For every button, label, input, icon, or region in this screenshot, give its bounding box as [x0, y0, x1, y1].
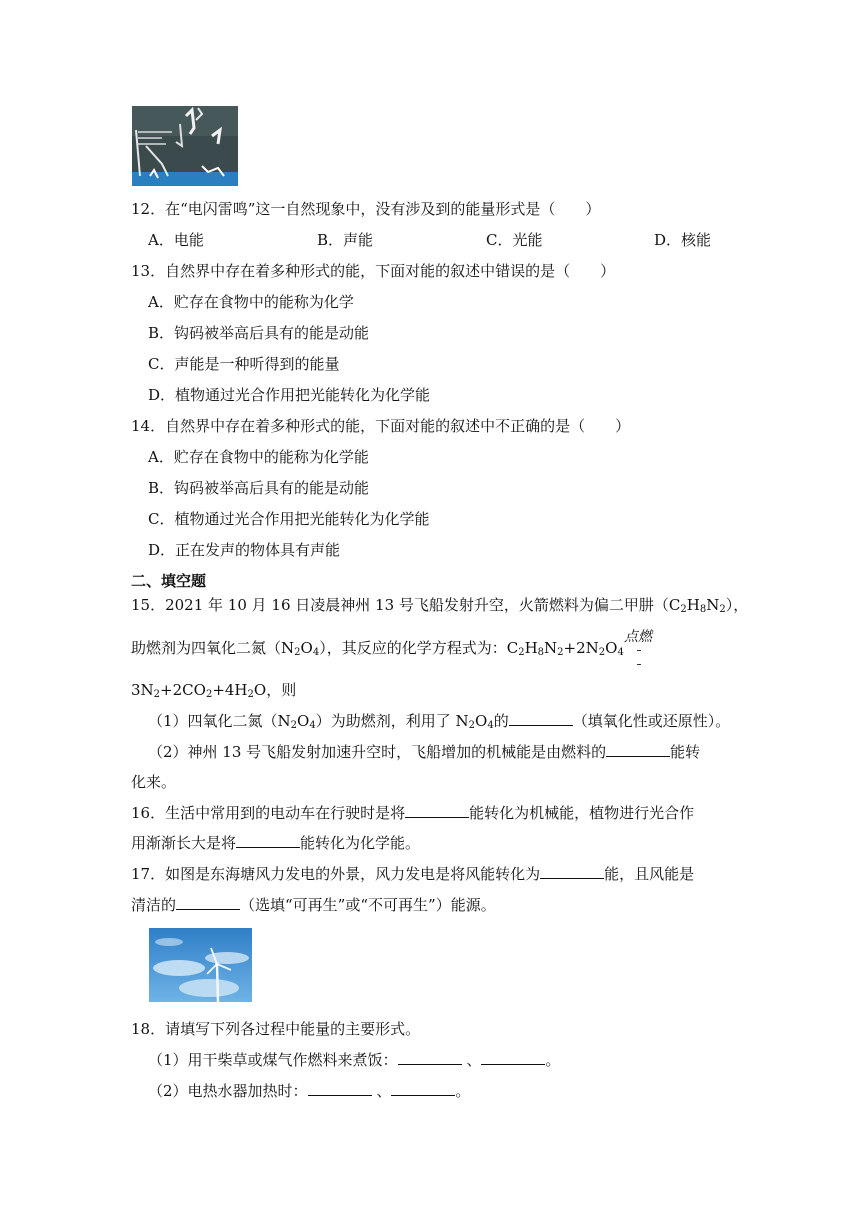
- answer-blank[interactable]: [398, 1050, 462, 1065]
- q14-option-a: A．贮存在食物中的能称为化学能: [148, 448, 369, 466]
- lightning-image: [132, 106, 238, 186]
- q15-sub-2-cont: 化来。: [131, 773, 177, 791]
- q14-option-b: B．钩码被举高后具有的能是动能: [148, 479, 370, 497]
- q13-option-d: D．植物通过光合作用把光能转化为化学能: [148, 386, 431, 404]
- answer-blank[interactable]: [606, 742, 670, 757]
- reaction-condition: 点燃: [624, 629, 652, 645]
- q18-stem: 18．请填写下列各过程中能量的主要形式。: [131, 1020, 421, 1038]
- q15-sub-2: （2）神州 13 号飞船发射加速升空时，飞船增加的机械能是由燃料的 能转: [148, 743, 701, 761]
- q17-line-2: 清洁的 （选填“可再生”或“不可再生”）能源。: [131, 896, 496, 914]
- q15-line-1: 15．2021 年 10 月 16 日凌晨神州 13 号飞船发射升空，火箭燃料为偏二甲肼$(C_2H_8N_2)$，: [131, 596, 749, 615]
- q16-line-2: 用渐渐长大是将 能转化为化学能。: [131, 834, 421, 852]
- q15-line-2: 助燃剂为四氧化二氮$(N_2O_4)$，其反应的化学方程式为：$C_2H_8N_2+2N_2O_4$: [131, 639, 624, 658]
- q12-option-a: A．电能: [148, 231, 204, 249]
- answer-blank[interactable]: [405, 803, 469, 818]
- wind-turbine-image: [149, 928, 252, 1002]
- q13-stem: 13．自然界中存在着多种形式的能，下面对能的叙述中错误的是（ ）: [131, 262, 616, 280]
- answer-blank[interactable]: [540, 864, 604, 879]
- q16-line-1: 16．生活中常用到的电动车在行驶时是将 能转化为机械能，植物进行光合作: [131, 804, 695, 822]
- q13-option-a: A．贮存在食物中的能称为化学: [148, 293, 354, 311]
- section-heading: 二、填空题: [131, 572, 207, 590]
- q15-sub-1: （1）四氧化二氮$(N_2O_4)$为助燃剂，利用了 $N_2O_4$的 （填氧化性或还原性）。: [148, 712, 731, 731]
- answer-blank[interactable]: [481, 1050, 545, 1065]
- answer-blank[interactable]: [236, 833, 300, 848]
- condition-dash: [637, 664, 641, 665]
- answer-blank[interactable]: [391, 1081, 455, 1096]
- q18-sub-2: （2）电热水器加热时： 、 。: [148, 1082, 471, 1100]
- q13-option-b: B．钩码被举高后具有的能是动能: [148, 324, 370, 342]
- answer-blank[interactable]: [176, 895, 240, 910]
- q14-option-d: D．正在发声的物体具有声能: [148, 541, 341, 559]
- q14-stem: 14．自然界中存在着多种形式的能，下面对能的叙述中不正确的是（ ）: [131, 417, 631, 435]
- q15-line-3: $3N_2+2CO_2+4H_2O$，则: [131, 681, 297, 700]
- q12-option-b: B．声能: [317, 231, 374, 249]
- q17-line-1: 17．如图是东海塘风力发电的外景，风力发电是将风能转化为 能，且风能是: [131, 865, 695, 883]
- q14-option-c: C．植物通过光合作用把光能转化为化学能: [148, 510, 430, 528]
- q12-option-d: D．核能: [654, 231, 712, 249]
- q12-option-c: C．光能: [486, 231, 543, 249]
- q13-option-c: C．声能是一种听得到的能量: [148, 355, 340, 373]
- answer-blank[interactable]: [509, 711, 573, 726]
- q12-stem: 12．在“电闪雷鸣”这一自然现象中，没有涉及到的能量形式是（ ）: [131, 200, 601, 218]
- q18-sub-1: （1）用干柴草或煤气作燃料来煮饭： 、 。: [148, 1051, 561, 1069]
- condition-dash: [637, 650, 641, 651]
- answer-blank[interactable]: [308, 1081, 372, 1096]
